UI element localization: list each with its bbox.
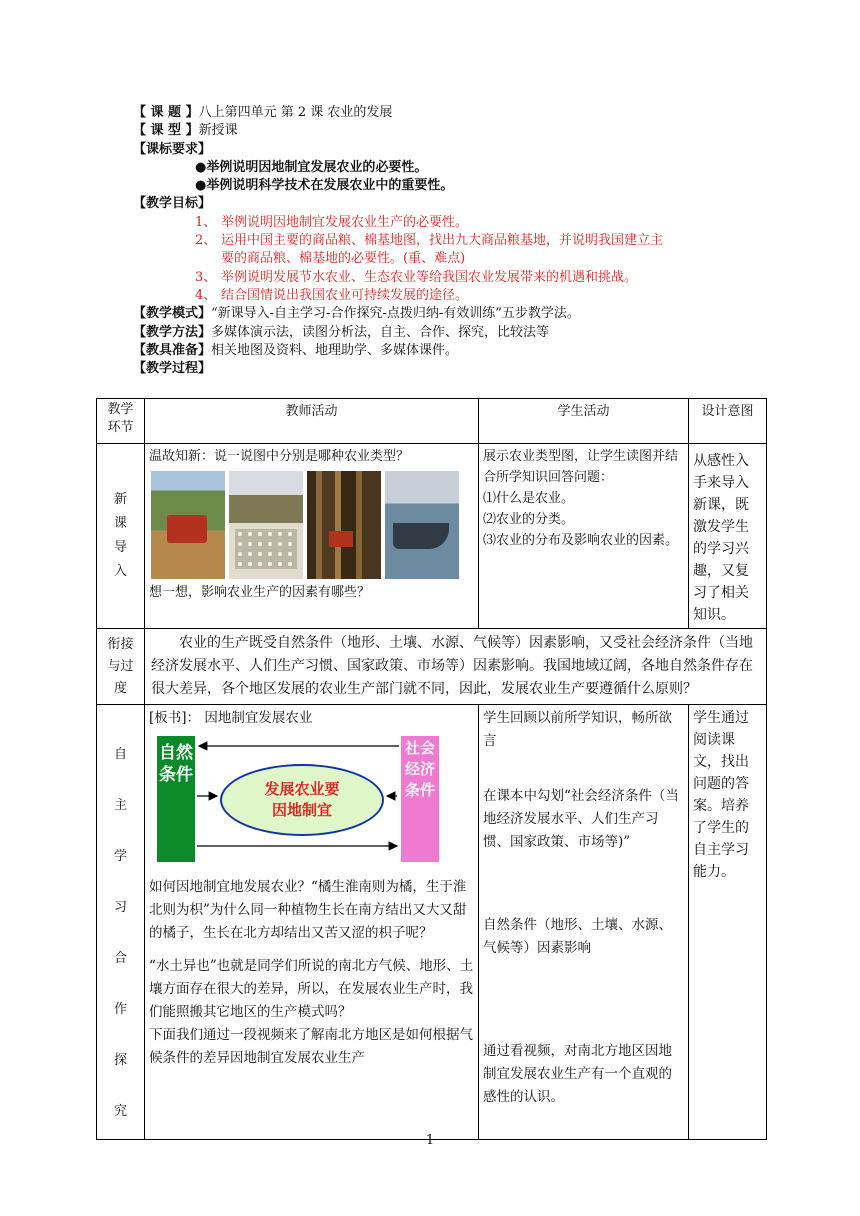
mode-value: “新课导入-自主学习-合作探究-点拨归纳-有效训练”五步教学法。 bbox=[211, 306, 580, 322]
page-number: 1 bbox=[425, 1133, 435, 1148]
table-row-explore bbox=[97, 705, 767, 1140]
goal-item-continued: 要的商品粮、棉基地的必要性。(重、难点) bbox=[221, 251, 466, 267]
forestry-photo bbox=[307, 471, 381, 579]
process-label: 【教学过程】 bbox=[133, 361, 212, 377]
teacher-paragraph: 下面我们通过一段视频来了解南北方地区是如何根据气候条件的差异因地制宜发展农业生产 bbox=[149, 1027, 473, 1066]
stage-cell: 自 主 学 习 合 作 探 究 bbox=[97, 705, 145, 1140]
goal-item: 3、 举例说明发展节水农业、生态农业等给我国农业发展带来的机遇和挑战。 bbox=[195, 269, 638, 285]
standard-item: ●举例说明科学技术在发展农业中的重要性。 bbox=[195, 178, 454, 194]
lesson-header bbox=[133, 104, 773, 378]
topic-row bbox=[133, 104, 773, 122]
header-intent: 设计意图 bbox=[689, 399, 767, 444]
method-label: 【教学方法】 bbox=[133, 324, 212, 340]
student-cell: 展示农业类型图，让学生读图并结合所学知识回答问题： ⑴什么是农业。 ⑵农业的分类。 ⑶农业的分布及影响农业的因素。 bbox=[479, 444, 689, 629]
board-title: [板书]： 因地制宜发展农业 bbox=[149, 710, 313, 726]
table-header-row bbox=[97, 399, 767, 444]
standard-label: 【课标要求】 bbox=[133, 141, 212, 157]
goal-item: 2、 运用中国主要的商品粮、棉基地图，找出九大商品粮基地，并说明我国建立主 bbox=[195, 233, 664, 249]
intro-question: 温故知新：说一说图中分别是哪种农业类型？ bbox=[149, 449, 410, 464]
goal-item: 4、 结合国情说出我国农业可持续发展的途径。 bbox=[195, 287, 469, 303]
intent-cell: 从感性入手来导入新课，既激发学生的学习兴趣，又复习了相关知识。 bbox=[689, 444, 767, 629]
natural-conditions-box: 自然条件 bbox=[157, 736, 195, 862]
tools-label: 【教具准备】 bbox=[133, 342, 212, 358]
socio-economic-box: 社会经济条件 bbox=[401, 736, 439, 862]
teacher-cell bbox=[145, 444, 479, 629]
fishery-photo bbox=[385, 471, 459, 579]
center-ellipse: 发展农业要 因地制宜 bbox=[220, 764, 384, 836]
mode-label: 【教学模式】 bbox=[133, 306, 212, 322]
student-paragraph: 学生回顾以前所学知识，畅所欲言 bbox=[483, 710, 672, 749]
teacher-paragraph: 如何因地制宜地发展农业？“橘生淮南则为橘，生于淮北则为枳”为什么同一种植物生长在南方结出又大又甜的橘子，生长在北方却结出又苦又涩的枳子呢？ bbox=[149, 879, 467, 941]
grazing-photo bbox=[229, 471, 303, 579]
type-row bbox=[133, 122, 773, 140]
mode-row bbox=[133, 305, 773, 323]
intro-think: 想一想，影响农业生产的因素有哪些？ bbox=[149, 585, 371, 600]
agriculture-photos bbox=[151, 471, 474, 579]
student-cell bbox=[479, 705, 689, 1140]
intent-cell: 学生通过阅读课文，找出问题的答案。培养了学生的自主学习能力。 bbox=[689, 705, 767, 1140]
student-item: ⑵农业的分类。 bbox=[483, 512, 575, 527]
topic-value: 八上第四单元 第 2 课 农业的发展 bbox=[198, 105, 393, 120]
type-label: 【 课 型 】 bbox=[133, 123, 199, 139]
stage-cell: 新 课 导 入 bbox=[97, 444, 145, 629]
header-student: 学生活动 bbox=[479, 399, 689, 444]
type-value: 新授课 bbox=[198, 123, 238, 139]
header-stage: 教学 环节 bbox=[97, 399, 145, 444]
student-item: ⑶农业的分布及影响农业的因素。 bbox=[483, 533, 679, 548]
goals-row bbox=[133, 195, 773, 213]
student-paragraph: 通过看视频，对南北方地区因地制宜发展农业生产有一个直观的感性的认识。 bbox=[483, 1043, 672, 1105]
goals-label: 【教学目标】 bbox=[133, 196, 212, 212]
method-row bbox=[133, 324, 773, 342]
transition-text: 农业的生产既受自然条件（地形、土壤、水源、气候等）因素影响，又受社会经济条件（当地经济发展水平、人们生产习惯、国家政策、市场等）因素影响。我国地域辽阔，各地自然条件存在很大差异，各个地区发展的农业生产部门就不同，因此，发展农业生产要遵循什么原则？ bbox=[145, 629, 767, 705]
goal-item: 1、 举例说明因地制宜发展农业生产的必要性。 bbox=[195, 214, 469, 230]
farming-photo bbox=[151, 471, 225, 579]
teacher-cell bbox=[145, 705, 479, 1140]
agriculture-diagram bbox=[153, 734, 473, 868]
table-row-transition bbox=[97, 629, 767, 705]
tools-value: 相关地图及资料、地理助学、多媒体课件。 bbox=[211, 342, 459, 358]
table-row-intro bbox=[97, 444, 767, 629]
stage-cell: 衔接 与过 度 bbox=[97, 629, 145, 705]
standard-row bbox=[133, 141, 773, 159]
process-row bbox=[133, 360, 773, 378]
tools-row bbox=[133, 342, 773, 360]
standard-item: ●举例说明因地制宜发展农业的必要性。 bbox=[195, 159, 428, 175]
method-value: 多媒体演示法，读图分析法，自主、合作、探究，比较法等 bbox=[211, 324, 550, 340]
lesson-process-table bbox=[96, 398, 767, 1140]
student-paragraph: 在课本中勾划“社会经济条件（当地经济发展水平、人们生产习惯、国家政策、市场等)” bbox=[483, 788, 679, 850]
topic-label: 【 课 题 】 bbox=[133, 105, 199, 120]
header-teacher: 教师活动 bbox=[145, 399, 479, 444]
student-paragraph: 自然条件（地形、土壤、水源、气候等）因素影响 bbox=[483, 917, 672, 956]
teacher-paragraph: “水土异也”也就是同学们所说的南北方气候、地形、土壤方面存在很大的差异，所以，在发展农业生产时，我们能照搬其它地区的生产模式吗？ bbox=[149, 958, 474, 1020]
student-item: ⑴什么是农业。 bbox=[483, 491, 575, 506]
